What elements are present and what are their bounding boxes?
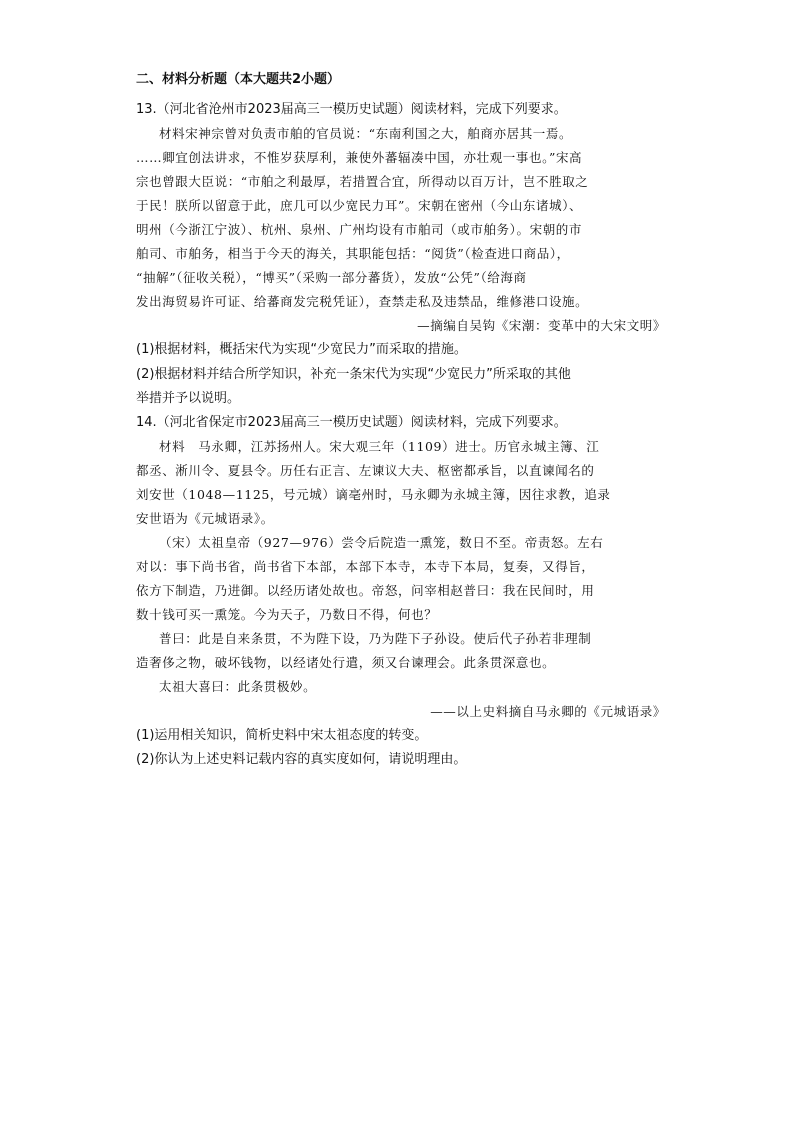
q13-question-1: (1)根据材料，概括宋代为实现“少宽民力”而采取的措施。 [136,342,467,357]
q13-material-line: ……卿宜创法讲求，不惟岁获厚利，兼使外蕃辐凑中国，亦壮观一事也。”宋高 [136,150,583,165]
q13-material-line: 明州（今浙江宁波）、杭州、泉州、广州均设有市舶司（或市舶务）。宋朝的市 [136,222,583,237]
section-title: 二、材料分析题（本大题共2小题） [136,72,341,87]
q13-material-line: “抽解”（征收关税），“博买”（采购一部分蕃货），发放“公凭”（给海商 [136,270,527,285]
q14-material-line: 依方下制造，乃进御。以经历诸处故也。帝怒，问宰相赵普曰：我在民间时，用 [136,583,595,598]
q14-material-line: 太祖大喜曰：此条贯极妙。 [159,679,317,694]
q13-heading: 13.（河北省沧州市2023届高三一模历史试题）阅读材料，完成下列要求。 [136,102,567,117]
q13-material-line: 发出海贸易许可证、给蕃商发完税凭证），查禁走私及违禁品，维修港口设施。 [136,294,589,309]
q14-material-line: 数十钱可买一熏笼。今为天子，乃数日不得，何也？ [136,607,438,622]
q14-material-line: 都丞、淅川令、夏县令。历任右正言、左谏议大夫、枢密都承旨，以直谏闻名的 [136,463,595,478]
q14-material-line: 刘安世（1048—1125，号元城）谪亳州时，马永卿为永城主簿，因往求教，追录 [136,487,611,502]
q13-material-line: 宗也曾跟大臣说：“市舶之利最厚，若措置合宜，所得动以百万计，岂不胜取之 [136,174,589,189]
q14-material-line: （宋）太祖皇帝（927—976）尝令后院造一熏笼，数日不至。帝责怒。左右 [159,535,604,550]
q14-heading: 14.（河北省保定市2023届高三一模历史试题）阅读材料，完成下列要求。 [136,415,567,430]
q13-material-line: 舶司、市舶务，相当于今天的海关，其职能包括：“阅货”（检查进口商品）， [136,246,570,261]
q14-material-line: 造奢侈之物，破坏钱物，以经诸处行遣，须又台谏理会。此条贯深意也。 [136,655,556,670]
q13-material-line: 于民！朕所以留意于此，庶几可以少宽民力耳”。宋朝在密州（今山东诸城）、 [136,198,583,213]
q14-material-line: 安世语为《元城语录》。 [136,511,274,526]
q14-material-line: 普曰：此是自来条贯，不为陛下设，乃为陛下子孙设。使后代子孙若非理制 [159,631,592,646]
q14-question-2: (2)你认为上述史料记载内容的真实度如何，请说明理由。 [136,752,467,767]
q14-material-line: 材料 马永卿，江苏扬州人。宋大观三年（1109）进士。历官永城主簿、江 [159,439,600,454]
q13-material-line: 材料宋神宗曾对负责市舶的官员说：“东南利国之大，舶商亦居其一焉。 [159,126,573,141]
q13-source: —摘编自吴钩《宋潮：变革中的大宋文明》 [417,318,666,333]
q14-question-1: (1)运用相关知识，简析史料中宋太祖态度的转变。 [136,728,428,743]
q13-question-2-cont: 举措并予以说明。 [136,391,241,406]
q14-material-line: 对以：事下尚书省，尚书省下本部，本部下本寺，本寺下本局，复奏，又得旨， [136,559,595,574]
q13-question-2: (2)根据材料并结合所学知识，补充一条宋代为实现“少宽民力”所采取的其他 [136,367,571,382]
q14-source: ——以上史料摘自马永卿的《元城语录》 [430,704,666,719]
